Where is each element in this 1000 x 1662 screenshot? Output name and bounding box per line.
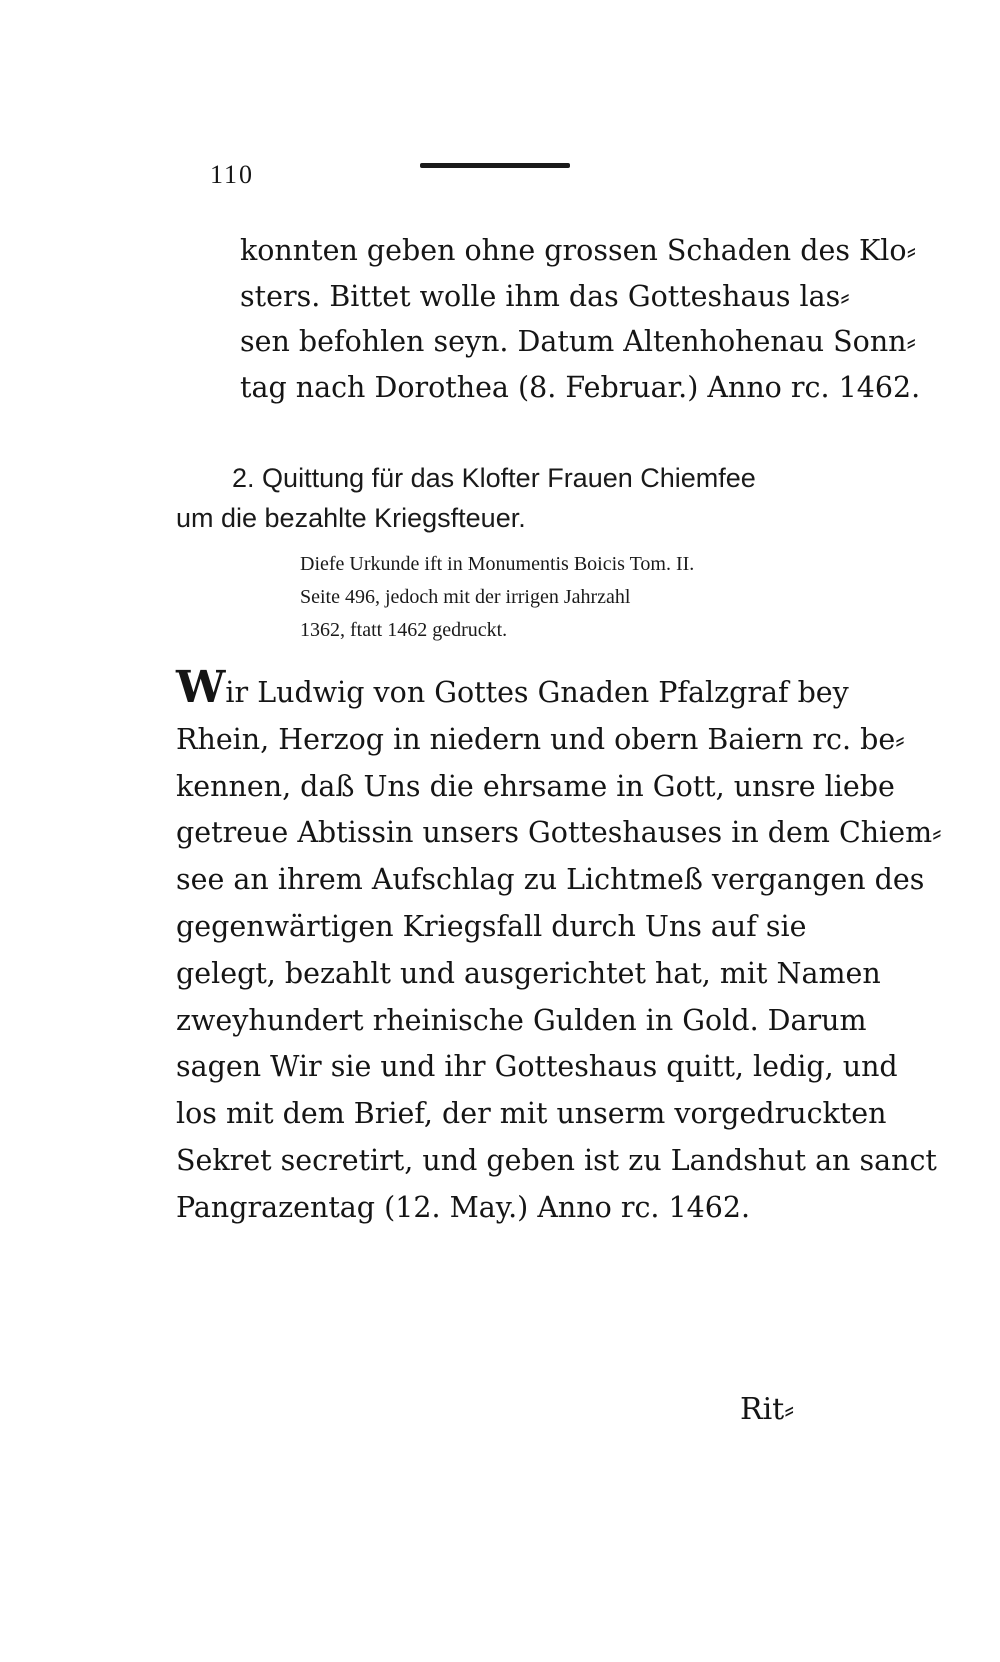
text-line: gegenwärtigen Kriegsfall durch Uns auf sie	[176, 909, 807, 943]
section-title-line-2: um die bezahlte Kriegsfteuer.	[176, 503, 526, 533]
text-line: Rhein, Herzog in niedern und obern Baiern rc. be⸗	[176, 722, 905, 756]
text-line: Pangrazentag (12. May.) Anno rc. 1462.	[176, 1190, 751, 1224]
text-line-content: ir Ludwig von Gottes Gnaden Pfalzgraf bey	[225, 676, 849, 709]
note-line: 1362, ftatt 1462 gedruckt.	[300, 619, 508, 641]
text-line: zweyhundert rheinische Gulden in Gold. Darum	[176, 1003, 867, 1037]
text-line: tag nach Dorothea (8. Februar.) Anno rc. 1462.	[240, 370, 921, 404]
section-heading	[176, 458, 832, 538]
text-line: los mit dem Brief, der mit unserm vorgedruckten	[176, 1097, 887, 1131]
initial-letter: W	[176, 662, 226, 713]
text-line: Sekret secretirt, und geben ist zu Landshut an sanct	[176, 1143, 937, 1177]
text-line: konnten geben ohne grossen Schaden des Klo⸗	[240, 234, 917, 267]
note-line: Diefe Urkunde ift in Monumentis Boicis Tom. II.	[300, 553, 695, 575]
text-line: gelegt, bezahlt und ausgerichtet hat, mit Namen	[176, 956, 881, 990]
source-note	[300, 548, 830, 647]
text-line: sagen Wir sie und ihr Gotteshaus quitt, ledig, und	[176, 1050, 898, 1084]
text-line	[176, 662, 849, 717]
first-paragraph	[240, 228, 921, 410]
text-line: kennen, daß Uns die ehrsame in Gott, unsre liebe	[176, 769, 895, 803]
text-line: getreue Abtissin unsers Gotteshauses in dem Chiem⸗	[176, 816, 942, 850]
charter-text	[176, 662, 942, 1232]
note-line: Seite 496, jedoch mit der irrigen Jahrzahl	[300, 586, 631, 608]
catchword: Rit⸗	[740, 1392, 795, 1427]
section-number: 2.	[232, 463, 255, 493]
page-number: 110	[210, 160, 255, 189]
text-line: see an ihrem Aufschlag zu Lichtmeß vergangen des	[176, 863, 925, 897]
header-rule	[420, 163, 570, 168]
section-title-line-1: Quittung für das Klofter Frauen Chiemfee	[262, 463, 756, 493]
text-line: sters. Bittet wolle ihm das Gotteshaus las⸗	[240, 279, 850, 313]
text-line: sen befohlen seyn. Datum Altenhohenau Sonn⸗	[240, 325, 917, 358]
